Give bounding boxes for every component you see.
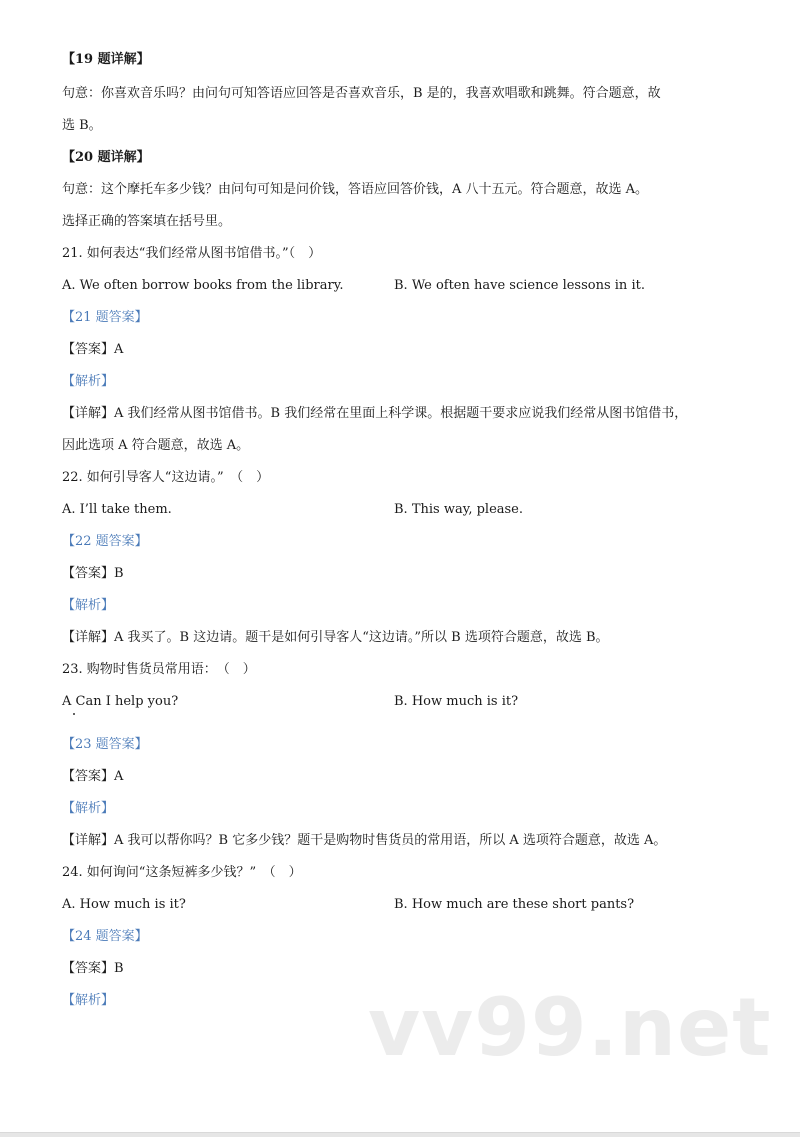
- q23-answer: 【答案】A: [62, 769, 124, 784]
- q21-option-b: B. We often have science lessons in it.: [394, 278, 645, 293]
- q21-detail-line1: 【详解】A 我们经常从图书馆借书。B 我们经常在里面上科学课。根据题干要求应说我们经常从图书馆借书，: [62, 406, 688, 421]
- q21-analysis-label: 【解析】: [62, 374, 115, 389]
- q19-explanation-line1: 句意：你喜欢音乐吗？由问句可知答语应回答是否喜欢音乐，B 是的，我喜欢唱歌和跳舞。符合题意，故: [62, 86, 661, 101]
- q23-analysis-label: 【解析】: [62, 801, 115, 816]
- q23-detail: 【详解】A 我可以帮你吗？B 它多少钱？题干是购物时售货员的常用语，所以 A 选项符合题意，故选 A。: [62, 833, 667, 848]
- q24-question: 24. 如何询问“这条短裤多少钱？” （ ）: [62, 865, 302, 880]
- q20-explanation: 句意：这个摩托车多少钱？由问句可知是问价钱，答语应回答价钱，A 八十五元。符合题意，故选 A。: [62, 182, 649, 197]
- watermark-text: vv99.net: [368, 981, 772, 1074]
- q23-question: 23. 购物时售货员常用语： （ ）: [62, 662, 256, 677]
- q24-analysis-label: 【解析】: [62, 993, 115, 1008]
- q23-option-a: A Can I help you?: [62, 694, 179, 709]
- q23-answer-heading: 【23 题答案】: [62, 737, 148, 752]
- q21-option-a: A. We often borrow books from the library.: [62, 278, 344, 293]
- q24-option-a: A. How much is it?: [62, 897, 186, 912]
- q22-answer: 【答案】B: [62, 566, 124, 581]
- q22-option-a: A. I’ll take them.: [62, 502, 172, 517]
- q22-answer-heading: 【22 题答案】: [62, 534, 148, 549]
- q24-answer: 【答案】B: [62, 961, 124, 976]
- q22-option-b: B. This way, please.: [394, 502, 524, 517]
- q21-answer-heading: 【21 题答案】: [62, 310, 148, 325]
- q21-question: 21. 如何表达“我们经常从图书馆借书。”（ ）: [62, 246, 322, 261]
- page-bottom-edge: [0, 1132, 800, 1137]
- q19-explanation-line2: 选 B。: [62, 118, 102, 133]
- section-instruction: 选择正确的答案填在括号里。: [62, 214, 232, 229]
- q22-analysis-label: 【解析】: [62, 598, 115, 613]
- q22-question: 22. 如何引导客人“这边请。” （ ）: [62, 470, 270, 485]
- q21-answer: 【答案】A: [62, 342, 124, 357]
- q20-heading: 【20 题详解】: [62, 150, 150, 165]
- q19-heading: 【19 题详解】: [62, 52, 150, 67]
- option-a-dot-mark: [73, 713, 75, 715]
- q24-option-b: B. How much are these short pants?: [394, 897, 635, 912]
- q22-detail: 【详解】A 我买了。B 这边请。题干是如何引导客人“这边请。”所以 B 选项符合题意，故选 B。: [62, 630, 609, 645]
- q23-option-b: B. How much is it?: [394, 694, 519, 709]
- q21-detail-line2: 因此选项 A 符合题意，故选 A。: [62, 438, 250, 453]
- q24-answer-heading: 【24 题答案】: [62, 929, 148, 944]
